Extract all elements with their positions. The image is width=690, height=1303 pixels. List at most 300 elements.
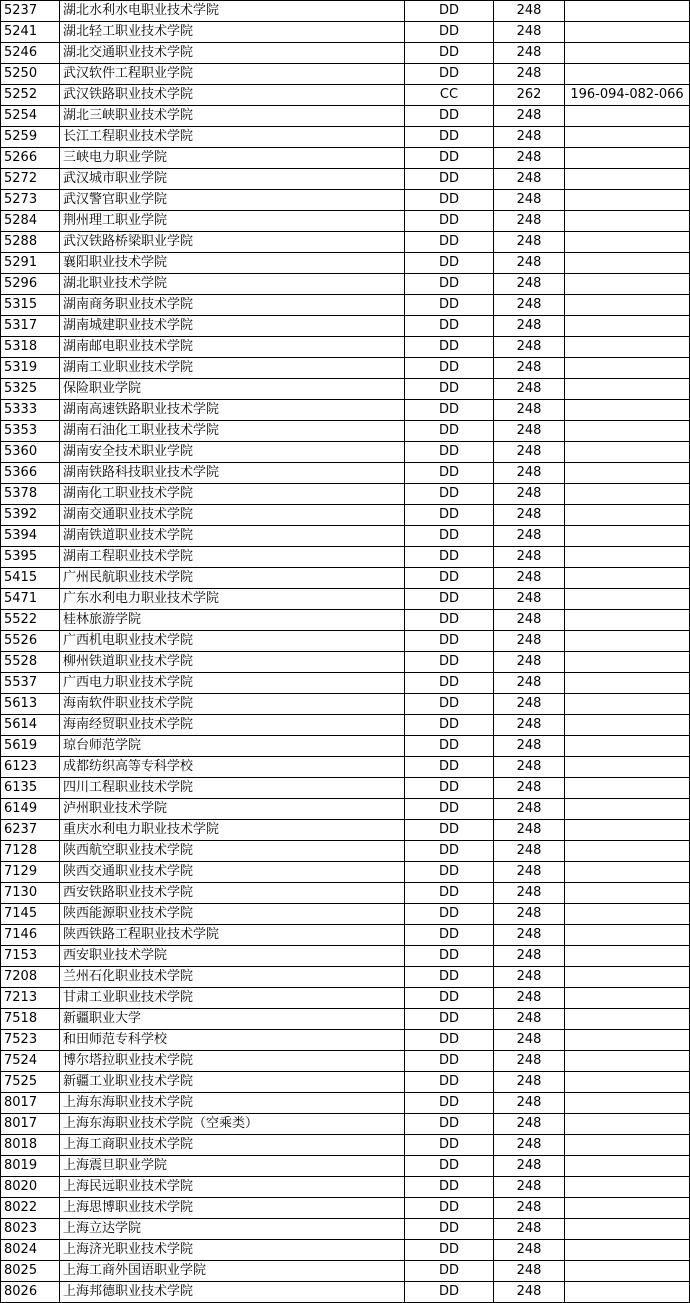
score-cell: 248 bbox=[494, 547, 565, 568]
subject-scores-cell bbox=[565, 127, 690, 148]
score-cell: 248 bbox=[494, 1261, 565, 1282]
score-cell: 248 bbox=[494, 820, 565, 841]
school-code-cell: 8019 bbox=[1, 1156, 60, 1177]
table-row bbox=[1, 715, 690, 736]
school-name-cell: 三峡电力职业学院 bbox=[60, 148, 405, 169]
score-cell: 248 bbox=[494, 883, 565, 904]
table-row bbox=[1, 925, 690, 946]
table-row bbox=[1, 505, 690, 526]
school-code-cell: 7523 bbox=[1, 1030, 60, 1051]
score-cell: 248 bbox=[494, 568, 565, 589]
school-name-cell: 海南软件职业技术学院 bbox=[60, 694, 405, 715]
score-cell: 248 bbox=[494, 1219, 565, 1240]
subject-scores-cell bbox=[565, 694, 690, 715]
table-row bbox=[1, 610, 690, 631]
table-row bbox=[1, 841, 690, 862]
subject-scores-cell bbox=[565, 967, 690, 988]
school-code-cell: 5333 bbox=[1, 400, 60, 421]
level-cell: DD bbox=[405, 652, 494, 673]
table-row bbox=[1, 736, 690, 757]
school-code-cell: 5366 bbox=[1, 463, 60, 484]
school-name-cell: 襄阳职业技术学院 bbox=[60, 253, 405, 274]
school-code-cell: 5471 bbox=[1, 589, 60, 610]
level-cell: DD bbox=[405, 988, 494, 1009]
score-cell: 248 bbox=[494, 22, 565, 43]
subject-scores-cell bbox=[565, 1156, 690, 1177]
level-cell: DD bbox=[405, 484, 494, 505]
level-cell: DD bbox=[405, 799, 494, 820]
school-name-cell: 新疆工业职业技术学院 bbox=[60, 1072, 405, 1093]
subject-scores-cell bbox=[565, 190, 690, 211]
table-row bbox=[1, 904, 690, 925]
table-row bbox=[1, 442, 690, 463]
school-code-cell: 5284 bbox=[1, 211, 60, 232]
school-name-cell: 广西机电职业技术学院 bbox=[60, 631, 405, 652]
table-row bbox=[1, 253, 690, 274]
score-cell: 248 bbox=[494, 1135, 565, 1156]
level-cell: DD bbox=[405, 862, 494, 883]
school-code-cell: 8017 bbox=[1, 1114, 60, 1135]
school-code-cell: 5273 bbox=[1, 190, 60, 211]
school-name-cell: 湖南工业职业技术学院 bbox=[60, 358, 405, 379]
school-code-cell: 5296 bbox=[1, 274, 60, 295]
score-cell: 248 bbox=[494, 379, 565, 400]
table-row bbox=[1, 148, 690, 169]
school-name-cell: 甘肃工业职业技术学院 bbox=[60, 988, 405, 1009]
table-row bbox=[1, 379, 690, 400]
school-code-cell: 7130 bbox=[1, 883, 60, 904]
level-cell: DD bbox=[405, 421, 494, 442]
subject-scores-cell bbox=[565, 547, 690, 568]
level-cell: DD bbox=[405, 64, 494, 85]
subject-scores-cell bbox=[565, 1198, 690, 1219]
school-name-cell: 上海东海职业技术学院 bbox=[60, 1093, 405, 1114]
table-row bbox=[1, 190, 690, 211]
school-code-cell: 5353 bbox=[1, 421, 60, 442]
school-name-cell: 西安铁路职业技术学院 bbox=[60, 883, 405, 904]
school-code-cell: 5288 bbox=[1, 232, 60, 253]
level-cell: DD bbox=[405, 883, 494, 904]
school-name-cell: 和田师范专科学校 bbox=[60, 1030, 405, 1051]
level-cell: DD bbox=[405, 1, 494, 22]
subject-scores-cell bbox=[565, 736, 690, 757]
score-cell: 248 bbox=[494, 652, 565, 673]
level-cell: DD bbox=[405, 589, 494, 610]
score-cell: 248 bbox=[494, 589, 565, 610]
subject-scores-cell bbox=[565, 631, 690, 652]
score-cell: 248 bbox=[494, 190, 565, 211]
score-cell: 248 bbox=[494, 862, 565, 883]
table-row bbox=[1, 64, 690, 85]
score-cell: 248 bbox=[494, 673, 565, 694]
score-cell: 248 bbox=[494, 925, 565, 946]
subject-scores-cell bbox=[565, 211, 690, 232]
level-cell: DD bbox=[405, 400, 494, 421]
table-body bbox=[1, 1, 690, 1303]
school-code-cell: 8025 bbox=[1, 1261, 60, 1282]
level-cell: DD bbox=[405, 526, 494, 547]
school-name-cell: 武汉城市职业学院 bbox=[60, 169, 405, 190]
level-cell: DD bbox=[405, 1261, 494, 1282]
level-cell: DD bbox=[405, 1030, 494, 1051]
level-cell: DD bbox=[405, 505, 494, 526]
school-name-cell: 上海工商外国语职业学院 bbox=[60, 1261, 405, 1282]
school-code-cell: 5392 bbox=[1, 505, 60, 526]
level-cell: DD bbox=[405, 295, 494, 316]
score-cell: 248 bbox=[494, 736, 565, 757]
school-code-cell: 8017 bbox=[1, 1093, 60, 1114]
subject-scores-cell: 196-094-082-066 bbox=[565, 85, 690, 106]
subject-scores-cell bbox=[565, 1240, 690, 1261]
school-name-cell: 海南经贸职业技术学院 bbox=[60, 715, 405, 736]
subject-scores-cell bbox=[565, 421, 690, 442]
level-cell: DD bbox=[405, 610, 494, 631]
score-cell: 248 bbox=[494, 757, 565, 778]
level-cell: DD bbox=[405, 253, 494, 274]
level-cell: DD bbox=[405, 1072, 494, 1093]
school-code-cell: 5266 bbox=[1, 148, 60, 169]
score-cell: 248 bbox=[494, 64, 565, 85]
score-cell: 248 bbox=[494, 1051, 565, 1072]
school-code-cell: 5319 bbox=[1, 358, 60, 379]
subject-scores-cell bbox=[565, 316, 690, 337]
level-cell: DD bbox=[405, 925, 494, 946]
table-row bbox=[1, 358, 690, 379]
level-cell: DD bbox=[405, 1219, 494, 1240]
school-name-cell: 上海东海职业技术学院（空乘类） bbox=[60, 1114, 405, 1135]
school-code-cell: 5360 bbox=[1, 442, 60, 463]
level-cell: DD bbox=[405, 358, 494, 379]
school-code-cell: 7128 bbox=[1, 841, 60, 862]
school-name-cell: 湖南工程职业技术学院 bbox=[60, 547, 405, 568]
score-cell: 248 bbox=[494, 1177, 565, 1198]
table-row bbox=[1, 799, 690, 820]
school-name-cell: 泸州职业技术学院 bbox=[60, 799, 405, 820]
level-cell: DD bbox=[405, 946, 494, 967]
score-cell: 248 bbox=[494, 505, 565, 526]
score-cell: 248 bbox=[494, 1093, 565, 1114]
subject-scores-cell bbox=[565, 400, 690, 421]
level-cell: DD bbox=[405, 967, 494, 988]
score-cell: 248 bbox=[494, 1198, 565, 1219]
subject-scores-cell bbox=[565, 337, 690, 358]
school-code-cell: 5252 bbox=[1, 85, 60, 106]
subject-scores-cell bbox=[565, 589, 690, 610]
school-code-cell: 5537 bbox=[1, 673, 60, 694]
level-cell: DD bbox=[405, 127, 494, 148]
table-row bbox=[1, 1282, 690, 1303]
table-row bbox=[1, 862, 690, 883]
subject-scores-cell bbox=[565, 484, 690, 505]
school-code-cell: 5415 bbox=[1, 568, 60, 589]
score-cell: 248 bbox=[494, 526, 565, 547]
level-cell: DD bbox=[405, 631, 494, 652]
level-cell: DD bbox=[405, 1282, 494, 1303]
subject-scores-cell bbox=[565, 757, 690, 778]
score-cell: 248 bbox=[494, 421, 565, 442]
school-code-cell: 5315 bbox=[1, 295, 60, 316]
subject-scores-cell bbox=[565, 925, 690, 946]
level-cell: DD bbox=[405, 337, 494, 358]
school-code-cell: 5528 bbox=[1, 652, 60, 673]
school-name-cell: 湖北三峡职业技术学院 bbox=[60, 106, 405, 127]
table-row bbox=[1, 778, 690, 799]
level-cell: DD bbox=[405, 673, 494, 694]
score-cell: 248 bbox=[494, 904, 565, 925]
score-cell: 248 bbox=[494, 1114, 565, 1135]
school-code-cell: 6237 bbox=[1, 820, 60, 841]
score-cell: 248 bbox=[494, 442, 565, 463]
school-name-cell: 武汉铁路职业技术学院 bbox=[60, 85, 405, 106]
level-cell: DD bbox=[405, 694, 494, 715]
level-cell: DD bbox=[405, 1177, 494, 1198]
school-code-cell: 7208 bbox=[1, 967, 60, 988]
subject-scores-cell bbox=[565, 1261, 690, 1282]
subject-scores-cell bbox=[565, 148, 690, 169]
school-name-cell: 西安职业技术学院 bbox=[60, 946, 405, 967]
school-code-cell: 5250 bbox=[1, 64, 60, 85]
table-row bbox=[1, 631, 690, 652]
score-cell: 248 bbox=[494, 316, 565, 337]
subject-scores-cell bbox=[565, 1072, 690, 1093]
level-cell: DD bbox=[405, 316, 494, 337]
level-cell: DD bbox=[405, 22, 494, 43]
subject-scores-cell bbox=[565, 64, 690, 85]
score-cell: 248 bbox=[494, 967, 565, 988]
school-code-cell: 8026 bbox=[1, 1282, 60, 1303]
table-row bbox=[1, 1198, 690, 1219]
subject-scores-cell bbox=[565, 295, 690, 316]
level-cell: DD bbox=[405, 820, 494, 841]
table-row bbox=[1, 1240, 690, 1261]
score-cell: 248 bbox=[494, 463, 565, 484]
table-row bbox=[1, 547, 690, 568]
subject-scores-cell bbox=[565, 358, 690, 379]
level-cell: DD bbox=[405, 379, 494, 400]
subject-scores-cell bbox=[565, 820, 690, 841]
school-name-cell: 博尔塔拉职业技术学院 bbox=[60, 1051, 405, 1072]
subject-scores-cell bbox=[565, 778, 690, 799]
school-name-cell: 琼台师范学院 bbox=[60, 736, 405, 757]
school-code-cell: 5619 bbox=[1, 736, 60, 757]
subject-scores-cell bbox=[565, 1282, 690, 1303]
table-row bbox=[1, 1114, 690, 1135]
subject-scores-cell bbox=[565, 1, 690, 22]
school-code-cell: 5378 bbox=[1, 484, 60, 505]
table-row bbox=[1, 946, 690, 967]
school-code-cell: 7145 bbox=[1, 904, 60, 925]
school-code-cell: 5318 bbox=[1, 337, 60, 358]
school-code-cell: 8018 bbox=[1, 1135, 60, 1156]
level-cell: DD bbox=[405, 148, 494, 169]
table-row bbox=[1, 1093, 690, 1114]
school-code-cell: 5394 bbox=[1, 526, 60, 547]
table-row bbox=[1, 85, 690, 106]
subject-scores-cell bbox=[565, 169, 690, 190]
subject-scores-cell bbox=[565, 1114, 690, 1135]
score-cell: 248 bbox=[494, 715, 565, 736]
score-cell: 248 bbox=[494, 1009, 565, 1030]
table-row bbox=[1, 484, 690, 505]
score-cell: 248 bbox=[494, 1156, 565, 1177]
school-code-cell: 7518 bbox=[1, 1009, 60, 1030]
school-name-cell: 广州民航职业技术学院 bbox=[60, 568, 405, 589]
score-cell: 248 bbox=[494, 841, 565, 862]
subject-scores-cell bbox=[565, 673, 690, 694]
level-cell: DD bbox=[405, 904, 494, 925]
school-name-cell: 柳州铁道职业技术学院 bbox=[60, 652, 405, 673]
level-cell: DD bbox=[405, 1156, 494, 1177]
score-cell: 248 bbox=[494, 127, 565, 148]
table-row bbox=[1, 1219, 690, 1240]
table-row bbox=[1, 673, 690, 694]
table-row bbox=[1, 211, 690, 232]
level-cell: DD bbox=[405, 211, 494, 232]
school-name-cell: 陕西航空职业技术学院 bbox=[60, 841, 405, 862]
level-cell: DD bbox=[405, 1135, 494, 1156]
subject-scores-cell bbox=[565, 1030, 690, 1051]
table-row bbox=[1, 463, 690, 484]
subject-scores-cell bbox=[565, 43, 690, 64]
table-row bbox=[1, 1051, 690, 1072]
subject-scores-cell bbox=[565, 442, 690, 463]
score-cell: 248 bbox=[494, 106, 565, 127]
school-code-cell: 5613 bbox=[1, 694, 60, 715]
score-cell: 248 bbox=[494, 400, 565, 421]
score-cell: 248 bbox=[494, 148, 565, 169]
school-name-cell: 保险职业学院 bbox=[60, 379, 405, 400]
school-name-cell: 上海民远职业技术学院 bbox=[60, 1177, 405, 1198]
table-row bbox=[1, 295, 690, 316]
school-code-cell: 5317 bbox=[1, 316, 60, 337]
school-name-cell: 湖南商务职业技术学院 bbox=[60, 295, 405, 316]
table-row bbox=[1, 1030, 690, 1051]
subject-scores-cell bbox=[565, 463, 690, 484]
table-row bbox=[1, 883, 690, 904]
level-cell: DD bbox=[405, 1240, 494, 1261]
score-cell: 248 bbox=[494, 169, 565, 190]
school-name-cell: 湖南邮电职业技术学院 bbox=[60, 337, 405, 358]
subject-scores-cell bbox=[565, 988, 690, 1009]
school-name-cell: 四川工程职业技术学院 bbox=[60, 778, 405, 799]
table-row bbox=[1, 400, 690, 421]
school-name-cell: 兰州石化职业技术学院 bbox=[60, 967, 405, 988]
table-row bbox=[1, 589, 690, 610]
level-cell: DD bbox=[405, 1198, 494, 1219]
school-name-cell: 湖南高速铁路职业技术学院 bbox=[60, 400, 405, 421]
school-code-cell: 5259 bbox=[1, 127, 60, 148]
school-name-cell: 湖南石油化工职业技术学院 bbox=[60, 421, 405, 442]
school-name-cell: 长江工程职业技术学院 bbox=[60, 127, 405, 148]
subject-scores-cell bbox=[565, 253, 690, 274]
school-name-cell: 荆州理工职业学院 bbox=[60, 211, 405, 232]
table-row bbox=[1, 316, 690, 337]
school-name-cell: 武汉警官职业学院 bbox=[60, 190, 405, 211]
table-row bbox=[1, 1135, 690, 1156]
school-name-cell: 湖南交通职业技术学院 bbox=[60, 505, 405, 526]
subject-scores-cell bbox=[565, 610, 690, 631]
score-cell: 248 bbox=[494, 778, 565, 799]
school-name-cell: 重庆水利电力职业技术学院 bbox=[60, 820, 405, 841]
subject-scores-cell bbox=[565, 274, 690, 295]
level-cell: DD bbox=[405, 715, 494, 736]
table-row bbox=[1, 169, 690, 190]
subject-scores-cell bbox=[565, 568, 690, 589]
school-name-cell: 湖南城建职业技术学院 bbox=[60, 316, 405, 337]
level-cell: DD bbox=[405, 1093, 494, 1114]
school-code-cell: 6149 bbox=[1, 799, 60, 820]
level-cell: DD bbox=[405, 463, 494, 484]
score-cell: 248 bbox=[494, 1240, 565, 1261]
subject-scores-cell bbox=[565, 883, 690, 904]
school-name-cell: 湖北轻工职业技术学院 bbox=[60, 22, 405, 43]
table-row bbox=[1, 1261, 690, 1282]
table-row bbox=[1, 1009, 690, 1030]
school-code-cell: 5522 bbox=[1, 610, 60, 631]
school-code-cell: 5395 bbox=[1, 547, 60, 568]
score-cell: 248 bbox=[494, 1282, 565, 1303]
subject-scores-cell bbox=[565, 1219, 690, 1240]
school-code-cell: 8022 bbox=[1, 1198, 60, 1219]
school-code-cell: 5246 bbox=[1, 43, 60, 64]
level-cell: DD bbox=[405, 568, 494, 589]
subject-scores-cell bbox=[565, 379, 690, 400]
subject-scores-cell bbox=[565, 1177, 690, 1198]
subject-scores-cell bbox=[565, 1009, 690, 1030]
table-row bbox=[1, 967, 690, 988]
subject-scores-cell bbox=[565, 799, 690, 820]
school-name-cell: 湖南化工职业技术学院 bbox=[60, 484, 405, 505]
score-cell: 248 bbox=[494, 988, 565, 1009]
level-cell: DD bbox=[405, 190, 494, 211]
subject-scores-cell bbox=[565, 862, 690, 883]
school-name-cell: 广东水利电力职业技术学院 bbox=[60, 589, 405, 610]
score-cell: 248 bbox=[494, 274, 565, 295]
level-cell: DD bbox=[405, 841, 494, 862]
school-code-cell: 5291 bbox=[1, 253, 60, 274]
score-cell: 248 bbox=[494, 946, 565, 967]
school-name-cell: 桂林旅游学院 bbox=[60, 610, 405, 631]
level-cell: CC bbox=[405, 85, 494, 106]
school-code-cell: 7525 bbox=[1, 1072, 60, 1093]
subject-scores-cell bbox=[565, 841, 690, 862]
school-name-cell: 湖北职业技术学院 bbox=[60, 274, 405, 295]
table-row bbox=[1, 421, 690, 442]
school-name-cell: 上海邦德职业技术学院 bbox=[60, 1282, 405, 1303]
table-row bbox=[1, 652, 690, 673]
subject-scores-cell bbox=[565, 715, 690, 736]
table-row bbox=[1, 1, 690, 22]
school-name-cell: 湖北水利水电职业技术学院 bbox=[60, 1, 405, 22]
school-code-cell: 5526 bbox=[1, 631, 60, 652]
school-name-cell: 陕西铁路工程职业技术学院 bbox=[60, 925, 405, 946]
score-cell: 248 bbox=[494, 358, 565, 379]
subject-scores-cell bbox=[565, 946, 690, 967]
score-cell: 248 bbox=[494, 1030, 565, 1051]
school-name-cell: 湖南铁道职业技术学院 bbox=[60, 526, 405, 547]
level-cell: DD bbox=[405, 736, 494, 757]
level-cell: DD bbox=[405, 169, 494, 190]
level-cell: DD bbox=[405, 1051, 494, 1072]
school-name-cell: 上海立达学院 bbox=[60, 1219, 405, 1240]
score-cell: 248 bbox=[494, 232, 565, 253]
level-cell: DD bbox=[405, 757, 494, 778]
school-code-cell: 6123 bbox=[1, 757, 60, 778]
table-row bbox=[1, 22, 690, 43]
school-name-cell: 陕西能源职业技术学院 bbox=[60, 904, 405, 925]
table-row bbox=[1, 526, 690, 547]
school-name-cell: 上海济光职业技术学院 bbox=[60, 1240, 405, 1261]
